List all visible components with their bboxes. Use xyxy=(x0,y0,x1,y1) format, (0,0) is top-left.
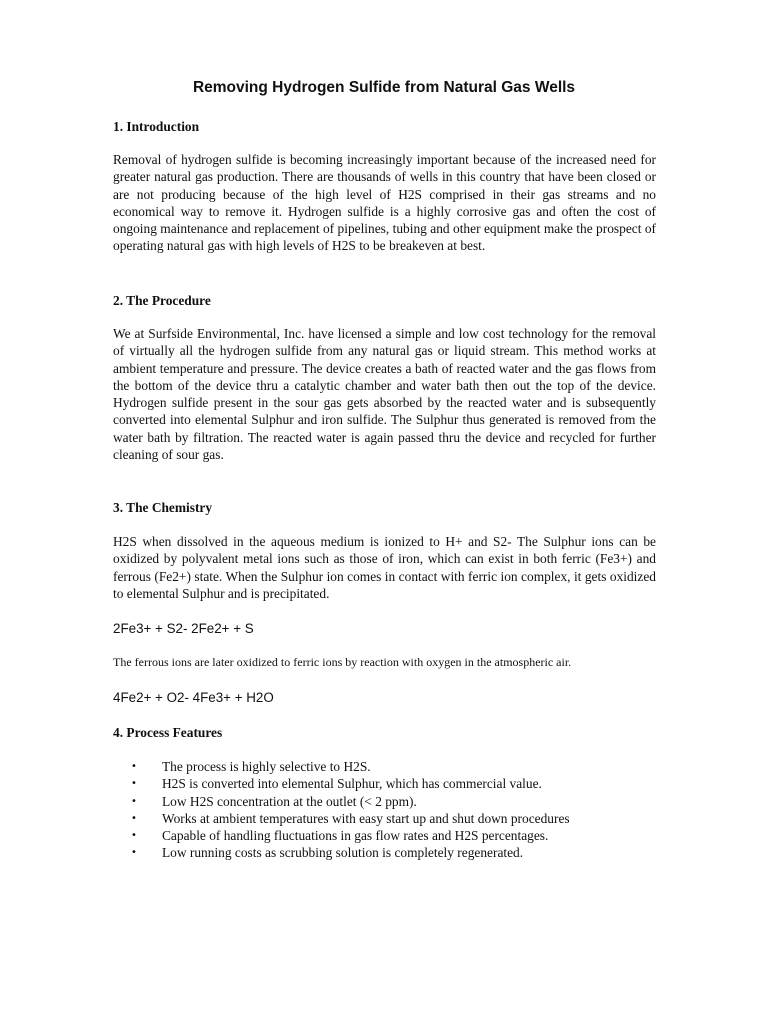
bullet-icon: • xyxy=(131,778,137,790)
bullet-icon: • xyxy=(131,795,137,807)
list-item xyxy=(113,758,673,775)
bullet-icon: • xyxy=(131,847,137,859)
list-item-text: Works at ambient temperatures with easy start up and shut down procedures xyxy=(162,810,570,826)
section-heading-chemistry: 3. The Chemistry xyxy=(113,500,213,515)
bullet-icon: • xyxy=(131,830,137,842)
list-item-text: The process is highly selective to H2S. xyxy=(162,759,371,774)
chemical-equation-2: 4Fe2+ + O2- 4Fe3+ + H2O xyxy=(113,690,274,705)
chemical-equation-1: 2Fe3+ + S2- 2Fe2+ + S xyxy=(113,621,254,636)
ferrous-oxidation-note: The ferrous ions are later oxidized to ferric ions by reaction with oxygen in the atmospheric air. xyxy=(113,655,572,669)
list-item-text: H2S is converted into elemental Sulphur, which has commercial value. xyxy=(162,776,542,792)
section-heading-procedure: 2. The Procedure xyxy=(113,293,211,308)
introduction-paragraph: Removal of hydrogen sulfide is becoming increasingly important because of the increased need for greater natural gas production. There are thousands of wells in this country that have been closed or are not producing because of the high level of H2S comprised in their gas streams and no economical way to remove it. Hydrogen sulfide is a highly corrosive gas and often the cost of ongoing maintenance and replacement of pipelines, tubing and other equipment make the prospect of operating natural gas with high levels of H2S to be breakeven at best. xyxy=(113,152,656,254)
chemistry-paragraph: H2S when dissolved in the aqueous medium is ionized to H+ and S2- The Sulphur ions can be oxidized by polyvalent metal ions such as those of iron, which can exist in both ferric (Fe3+) and ferrous (Fe2+) state. When the Sulphur ion comes in contact with ferric ion complex, it gets oxidized to elemental Sulphur and is precipitated. xyxy=(113,534,656,601)
process-features-list xyxy=(113,758,673,862)
list-item xyxy=(113,844,673,861)
list-item xyxy=(113,810,673,827)
list-item xyxy=(113,775,673,792)
list-item-text: Capable of handling fluctuations in gas flow rates and H2S percentages. xyxy=(162,828,549,844)
section-heading-process-features: 4. Process Features xyxy=(113,725,223,740)
document-title: Removing Hydrogen Sulfide from Natural Gas Wells xyxy=(192,79,576,96)
section-heading-introduction: 1. Introduction xyxy=(113,119,200,134)
list-item xyxy=(113,827,673,844)
bullet-icon: • xyxy=(131,812,137,824)
list-item-text: Low running costs as scrubbing solution is completely regenerated. xyxy=(162,845,524,861)
bullet-icon: • xyxy=(131,761,137,772)
list-item-text: Low H2S concentration at the outlet (< 2 ppm). xyxy=(162,793,417,809)
list-item xyxy=(113,793,673,810)
procedure-paragraph: We at Surfside Environmental, Inc. have licensed a simple and low cost technology for the removal of virtually all the hydrogen sulfide from any natural gas or liquid stream. This method works at ambient temperature and pressure. The device creates a bath of reacted water and the gas flows from the bottom of the device thru a catalytic chamber and water bath then out the top of the device. Hydrogen sulfide present in the sour gas gets absorbed by the reacted water and is subsequently converted into elemental Sulphur and iron sulfide. The Sulphur thus generated is removed from the water bath by filtration. The reacted water is again passed thru the device and recycled for further cleaning of sour gas. xyxy=(113,326,656,463)
